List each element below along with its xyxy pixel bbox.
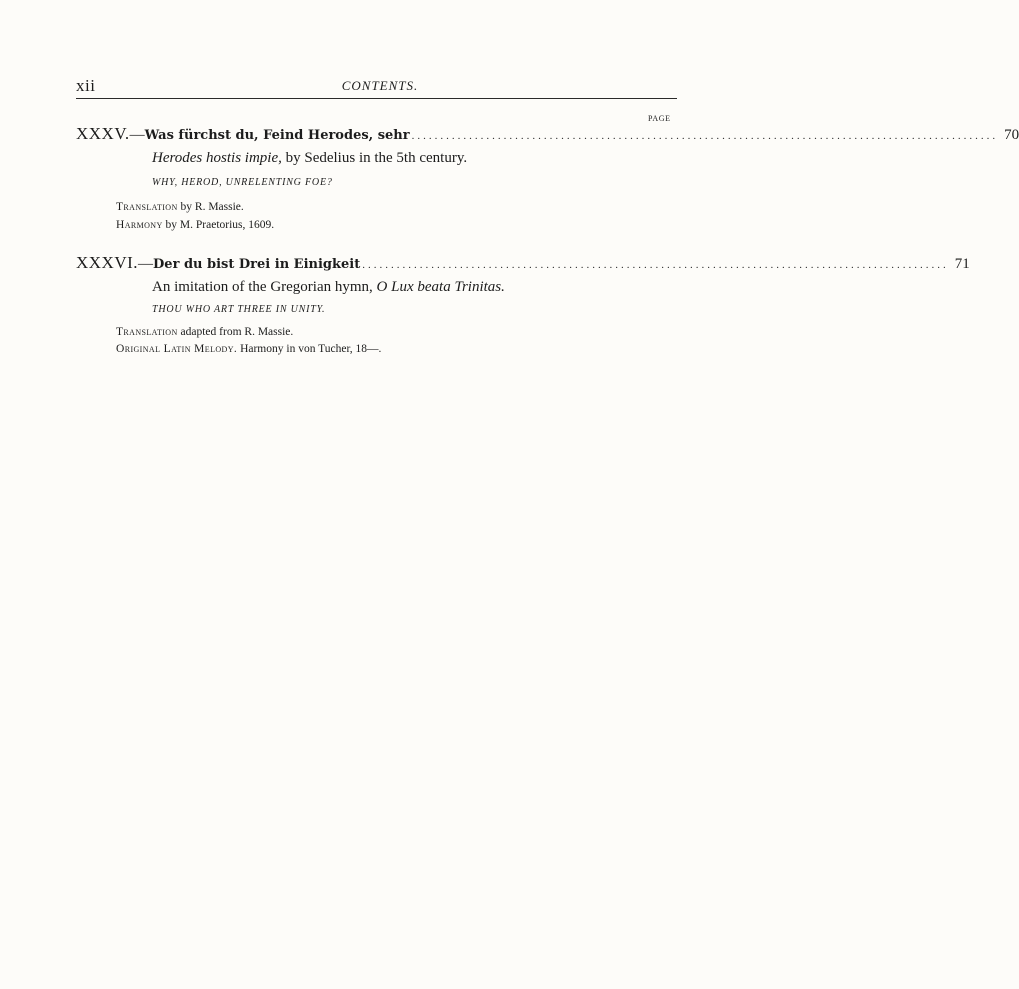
description-text: An imitation of the Gregorian hymn,	[152, 279, 377, 295]
entry-description	[152, 150, 467, 167]
latin-title: O Lux beata Trinitas.	[376, 279, 505, 295]
entry-number: XXXV.	[76, 124, 130, 143]
page-column-label: PAGE	[648, 114, 671, 123]
entry-page: 70	[1004, 127, 1019, 143]
dot-leader: ......................................................................................................	[362, 259, 949, 271]
hymn-title: Was fürchst du, Feind Herodes, sehr	[144, 128, 410, 143]
credit-text: adapted from R. Massie.	[177, 326, 294, 338]
english-title: WHY, HEROD, UNRELENTING FOE?	[152, 177, 333, 188]
dot-leader: ......................................................................................................	[411, 130, 999, 142]
running-title: CONTENTS.	[341, 78, 419, 93]
credit-label: Original Latin Melody.	[116, 343, 238, 355]
description-text: by Sedelius in the 5th century.	[281, 150, 468, 166]
credit-line	[116, 201, 244, 213]
page-number: xii	[76, 76, 96, 95]
latin-title: Herodes hostis impie,	[152, 150, 282, 166]
credit-label: Translation	[116, 201, 178, 213]
entry-dash: —	[129, 127, 145, 143]
entry-description	[152, 279, 505, 296]
entry-dash: —	[138, 256, 154, 272]
entry-page: 71	[954, 256, 970, 272]
hymn-title: Der du bist Drei in Einigkeit	[153, 257, 361, 272]
contents-entry-35	[76, 124, 1019, 144]
credit-label: Harmony	[116, 219, 163, 231]
credit-text: by M. Praetorius, 1609.	[162, 219, 275, 231]
entry-number: XXXVI.	[76, 253, 139, 272]
credit-line	[116, 343, 381, 355]
contents-entry-36	[76, 253, 970, 273]
credit-line	[116, 219, 274, 231]
credit-label: Translation	[116, 326, 178, 338]
credit-line	[116, 326, 293, 338]
credit-text: by R. Massie.	[177, 201, 244, 213]
header-rule	[76, 98, 677, 99]
english-title: THOU WHO ART THREE IN UNITY.	[152, 304, 326, 315]
credit-text: Harmony in von Tucher, 18—.	[237, 343, 382, 355]
